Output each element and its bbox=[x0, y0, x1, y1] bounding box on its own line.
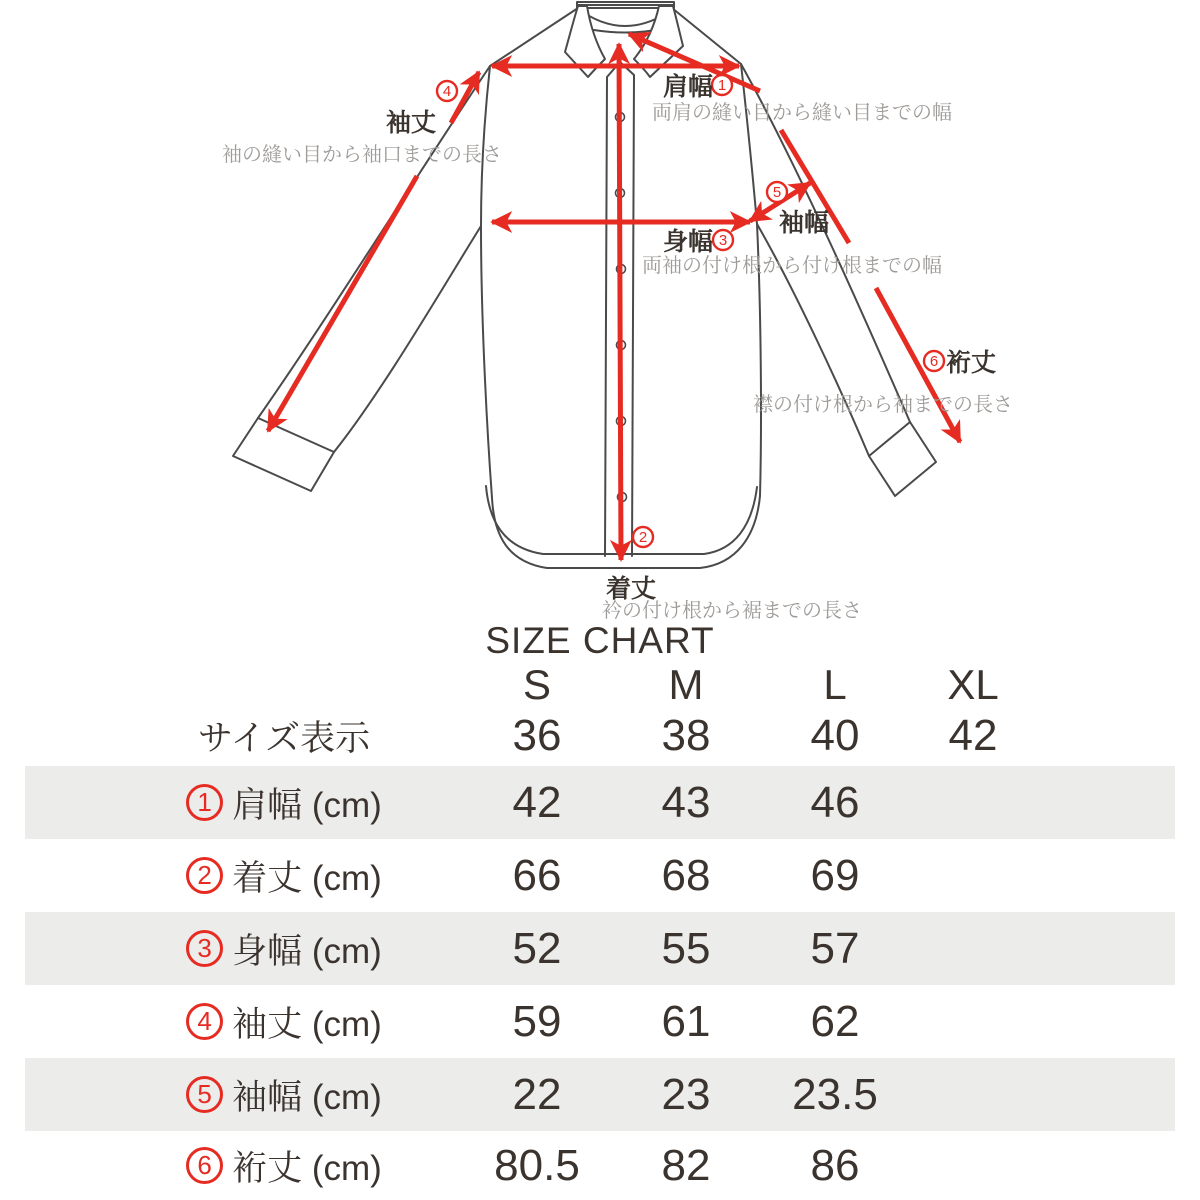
row-number-badge: 2 bbox=[186, 857, 223, 894]
badge-3-text: 3 bbox=[718, 232, 728, 249]
desc-body-length: 衿の付け根から裾までの長さ bbox=[602, 600, 862, 622]
label-yuki-length: 裄丈 bbox=[946, 349, 997, 377]
cell-l: 23.5 bbox=[792, 1069, 878, 1119]
row-label: 肩幅 (cm) bbox=[232, 785, 382, 825]
badge-5-text: 5 bbox=[772, 184, 782, 201]
row-number-badge: 6 bbox=[186, 1147, 223, 1184]
table-row-sleeve-width bbox=[25, 1058, 1175, 1131]
badge-6-text: 6 bbox=[929, 353, 939, 370]
cell-l: 57 bbox=[810, 923, 860, 973]
label-sleeve-width: 袖幅 bbox=[779, 209, 830, 237]
row-label: 袖幅 (cm) bbox=[232, 1077, 382, 1117]
label-body-length: 着丈 bbox=[606, 575, 657, 603]
row-number-badge: 4 bbox=[186, 1003, 223, 1040]
size-value-m: 38 bbox=[661, 711, 711, 760]
cell-s: 22 bbox=[512, 1069, 562, 1119]
cell-s: 66 bbox=[512, 850, 562, 900]
number-badge-1 bbox=[712, 75, 732, 95]
row-number-badge: 5 bbox=[186, 1076, 223, 1113]
table-row-sleeve-length bbox=[25, 985, 1175, 1058]
cell-m: 68 bbox=[661, 850, 711, 900]
column-header-xl: XL bbox=[947, 661, 999, 708]
number-badge-5 bbox=[767, 182, 787, 202]
column-header-s: S bbox=[522, 661, 551, 708]
cell-l: 86 bbox=[810, 1140, 860, 1190]
yoke-line bbox=[594, 30, 656, 33]
right-cuff bbox=[869, 422, 936, 496]
cell-m: 82 bbox=[661, 1140, 711, 1190]
body-length-arrow bbox=[619, 44, 621, 560]
number-badge-4 bbox=[437, 81, 457, 101]
table-row-body-width bbox=[25, 912, 1175, 985]
cell-s: 59 bbox=[512, 996, 562, 1046]
shirt-outline bbox=[233, 2, 939, 568]
cell-m: 23 bbox=[661, 1069, 711, 1119]
row-label: 袖丈 (cm) bbox=[232, 1004, 382, 1044]
row-label: 裄丈 (cm) bbox=[232, 1148, 382, 1188]
table-row-yuki-length bbox=[25, 1131, 1175, 1200]
cell-s: 52 bbox=[512, 923, 562, 973]
number-badge-6 bbox=[924, 351, 944, 371]
desc-shoulder-width: 両肩の縫い目から縫い目までの幅 bbox=[652, 102, 952, 124]
row-label: 着丈 (cm) bbox=[232, 858, 382, 898]
size-value-s: 36 bbox=[512, 711, 562, 760]
cell-l: 69 bbox=[810, 850, 860, 900]
desc-body-width: 両袖の付け根から付け根までの幅 bbox=[642, 255, 942, 277]
size-chart-title: SIZE CHART bbox=[485, 620, 715, 661]
number-badge-3 bbox=[713, 230, 733, 250]
column-header-row bbox=[25, 662, 1175, 708]
size-value-xl: 42 bbox=[948, 711, 998, 760]
desc-sleeve-length: 袖の縫い目から袖口までの長さ bbox=[222, 144, 502, 166]
left-sleeve bbox=[258, 66, 490, 452]
cell-m: 43 bbox=[661, 777, 711, 827]
left-shoulder-seam bbox=[490, 8, 578, 66]
row-number-badge: 1 bbox=[186, 784, 223, 821]
label-sleeve-length: 袖丈 bbox=[386, 109, 437, 137]
table-row-shoulder-width bbox=[25, 766, 1175, 839]
cell-m: 55 bbox=[661, 923, 711, 973]
label-body-width: 身幅 bbox=[663, 228, 714, 256]
size-display-row bbox=[25, 708, 1175, 764]
circled-numbers bbox=[437, 75, 944, 547]
row-number-badge: 3 bbox=[186, 930, 223, 967]
column-header-m: M bbox=[668, 661, 704, 708]
cell-l: 62 bbox=[810, 996, 860, 1046]
number-badge-2 bbox=[633, 527, 653, 547]
table-row-body-length bbox=[25, 839, 1175, 912]
desc-yuki-length: 襟の付け根から袖までの長さ bbox=[753, 394, 1013, 416]
sleeve-length-arrow-bottom bbox=[268, 176, 417, 431]
row-label: 身幅 (cm) bbox=[232, 931, 382, 971]
left-cuff bbox=[233, 418, 334, 491]
size-display-label: サイズ表示 bbox=[197, 719, 371, 758]
cell-m: 61 bbox=[661, 996, 711, 1046]
badge-4-text: 4 bbox=[442, 83, 452, 100]
column-header-l: L bbox=[823, 661, 847, 708]
size-value-l: 40 bbox=[810, 711, 860, 760]
label-shoulder-width: 肩幅 bbox=[663, 73, 714, 101]
badge-2-text: 2 bbox=[638, 529, 648, 546]
badge-1-text: 1 bbox=[717, 77, 727, 94]
cell-l: 46 bbox=[810, 777, 860, 827]
cell-s: 80.5 bbox=[494, 1140, 580, 1190]
cell-s: 42 bbox=[512, 777, 562, 827]
